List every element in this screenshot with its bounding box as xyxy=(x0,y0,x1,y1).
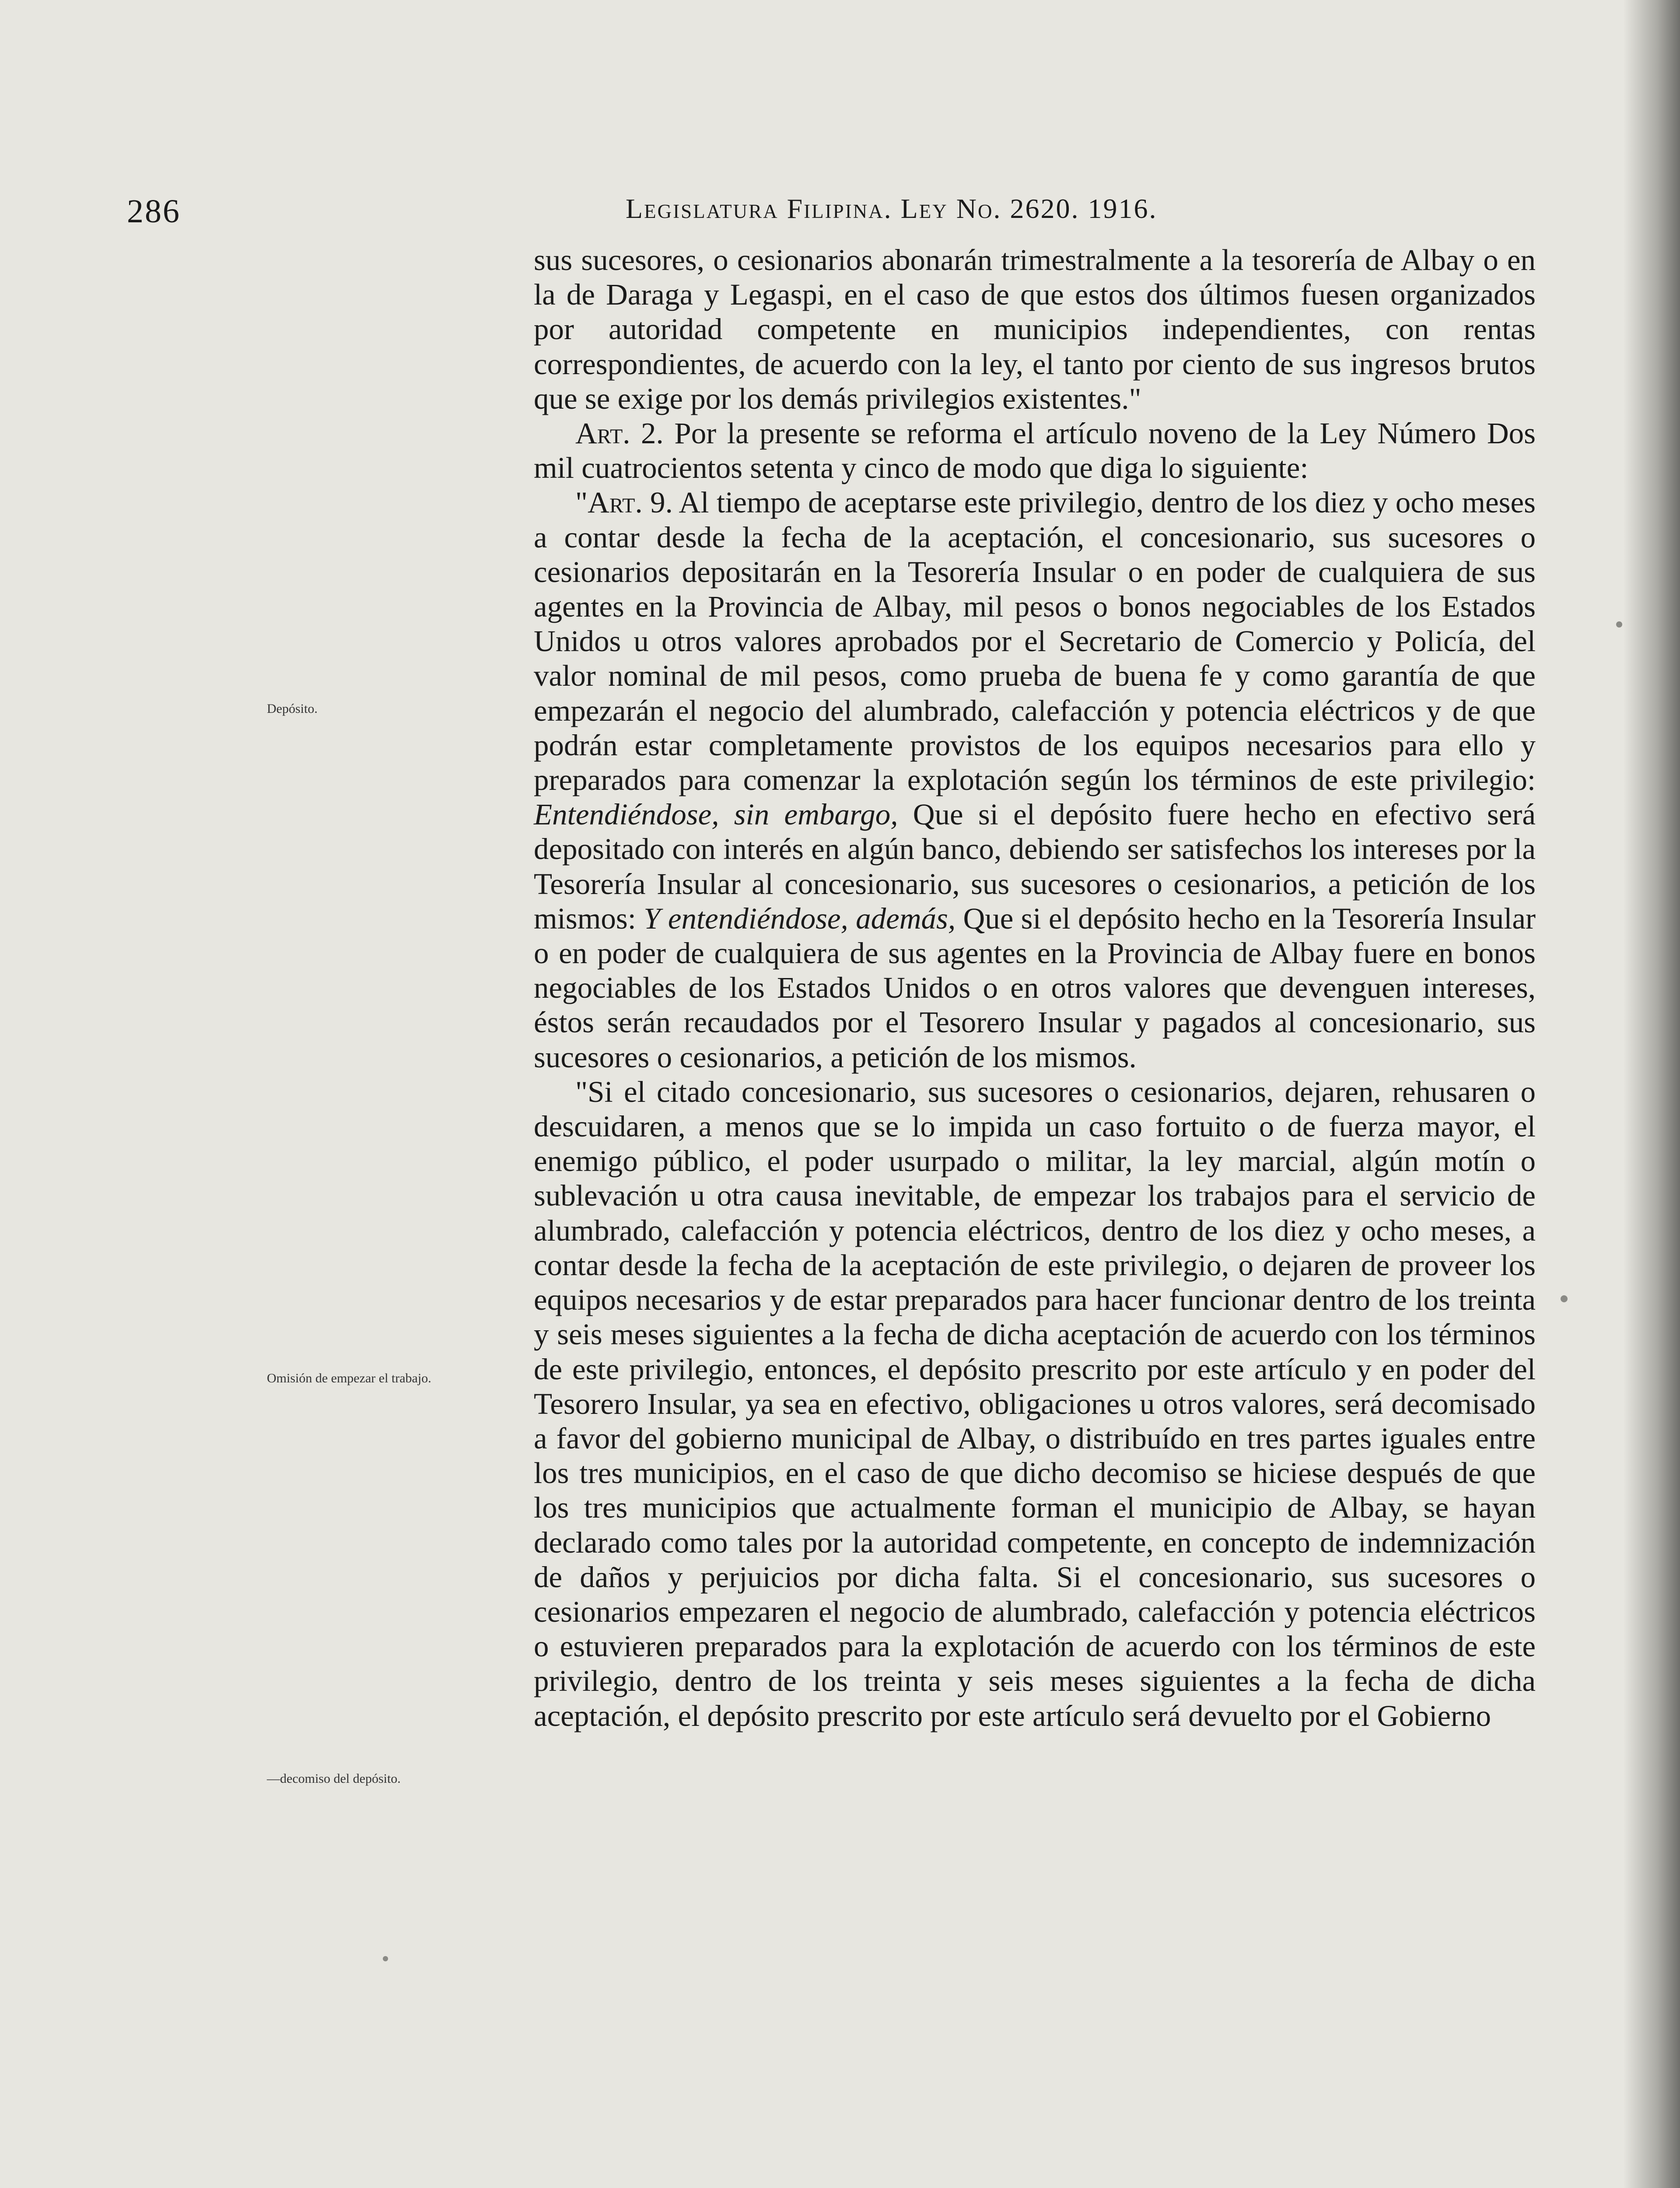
margin-note-deposito: Depósito. xyxy=(267,701,318,716)
paragraph-art-2 xyxy=(534,416,1536,485)
paper-speck xyxy=(383,1956,388,1961)
paragraph-continuation: sus sucesores, o cesionarios abonarán trimestralmente a la tesorería de Albay o en la de Daraga y Legaspi, en el caso de que estos dos últimos fuesen organizados por autoridad competente en municipios independientes, con rentas correspondientes, de acuerdo con la ley, el tanto por ciento de sus ingresos brutos que se exige por los demás privilegios existentes." xyxy=(534,243,1536,415)
running-head: Legislatura Filipina. Ley No. 2620. 1916. xyxy=(626,193,1158,224)
body-text xyxy=(534,243,1536,1733)
margin-note-decomiso: —decomiso del depósito. xyxy=(267,1771,401,1786)
page-header xyxy=(127,188,1527,236)
art-9-text-a: Al tiempo de aceptarse este privilegio, dentro de los diez y ocho meses a contar desde la fecha de la aceptación, el concesionario, sus sucesores o cesionarios depositarán en la Tesorería Insular o en poder de cualquiera de sus agentes en la Provincia de Albay, mil pesos o bonos negociables de los Estados Unidos u otros valores aprobados por el Secretario de Comercio y Policía, del valor nominal de mil pesos, como prueba de buena fe y como garantía de que empezarán el negocio del alumbrado, calefacción y potencia eléctricos y de que podrán estar completamente provistos de los equipos necesarios para ello y preparados para comenzar la explotación según los términos de este privilegio: xyxy=(534,486,1536,797)
paragraph-art-9 xyxy=(534,485,1536,1074)
paper-speck xyxy=(1561,1295,1568,1302)
paragraph-omision: "Si el citado concesionario, sus sucesores o cesionarios, dejaren, rehusaren o descuidaren, a menos que se lo impida un caso fortuito o de fuerza mayor, el enemigo público, el poder usurpado o militar, la ley marcial, algún motín o sublevación u otra causa inevitable, de empezar los trabajos para el servicio de alumbrado, calefacción y potencia eléctricos, dentro de los diez y ocho meses, a contar desde la fecha de la aceptación de este privilegio, o dejaren de proveer los equipos necesarios y de estar preparados para hacer funcionar dentro de los treinta y seis meses siguientes a la fecha de dicha aceptación de acuerdo con los términos de este privilegio, entonces, el depósito prescrito por este artículo y en poder del Tesorero Insular, ya sea en efectivo, obligaciones u otros valores, será decomisado a favor del gobierno municipal de Albay, o distribuído en tres partes iguales entre los tres municipios, en el caso de que dicho decomiso se hiciese después de que los tres municipios que actualmente forman el municipio de Albay, se hayan declarado como tales por la autoridad competente, en concepto de indemnización de daños y perjuicios por dicha falta. Si el concesionario, sus sucesores o cesionarios empezaren el negocio de alumbrado, calefacción y potencia eléctricos o estuvieren preparados para la explotación de acuerdo con los términos de este privilegio, dentro de los treinta y seis meses siguientes a la fecha de dicha aceptación, el depósito prescrito por este artículo será devuelto por el Gobierno xyxy=(534,1075,1536,1732)
paper-speck xyxy=(1616,621,1622,628)
art-2-label: Art. 2. xyxy=(575,417,664,450)
margin-note-omision: Omisión de empezar el trabajo. xyxy=(267,1371,431,1385)
art-9-text-b: Que si el depósito fuere hecho en efectivo será depositado con interés en algún banco, debiendo ser satisfechos los intereses por la Tesorería Insular al concesionario, sus sucesores o cesionarios, a petición de los mismos: xyxy=(534,798,1536,935)
art-9-proviso-1: Entendiéndose, sin embargo, xyxy=(534,798,898,831)
art-9-text-c: Que si el depósito hecho en la Tesorería Insular o en poder de cualquiera de sus agentes en la Provincia de Albay fuere en bonos negociables de los Estados Unidos o en otros valores que devenguen intereses, éstos serán recaudados por el Tesorero Insular y pagados al concesionario, sus sucesores o cesionarios, a petición de los mismos. xyxy=(534,901,1536,1074)
art-9-open-quote: " xyxy=(575,486,588,519)
page-edge-shadow xyxy=(1623,0,1680,2188)
art-9-proviso-2: Y entendiéndose, además, xyxy=(644,901,956,935)
page-number: 286 xyxy=(127,193,181,230)
art-2-text: Por la presente se reforma el artículo noveno de la Ley Número Dos mil cuatrocientos setenta y cinco de modo que diga lo siguiente: xyxy=(534,417,1536,485)
art-9-label: Art. 9. xyxy=(588,486,673,519)
